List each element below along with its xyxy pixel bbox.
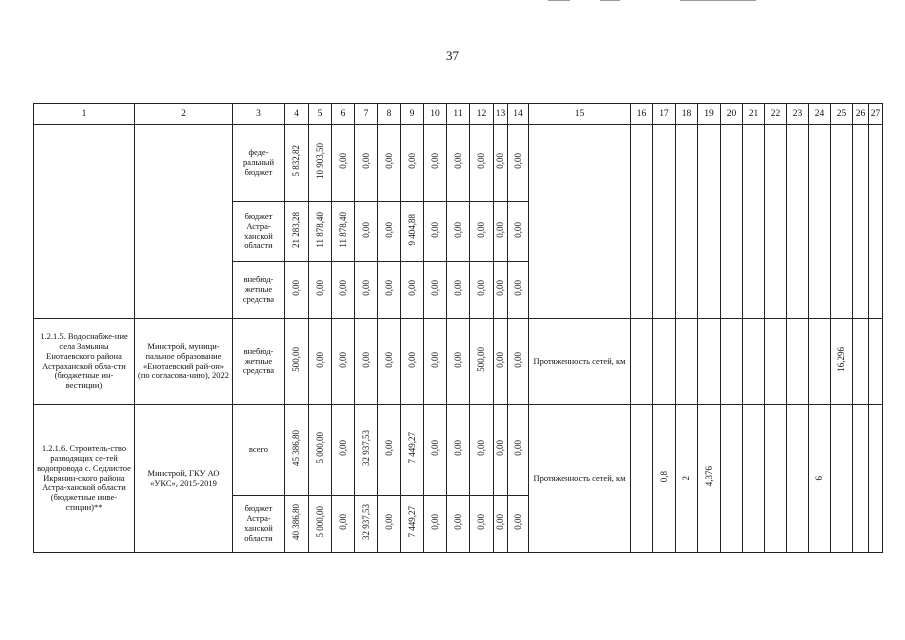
funding-source-cell: [233, 262, 285, 319]
column-number: 2: [135, 104, 233, 125]
amount-value: 21 283,28: [291, 211, 302, 248]
column-number: 16: [631, 104, 653, 125]
executor-cell: [135, 405, 233, 553]
amount-cell: [447, 405, 470, 496]
funding-source-cell: [233, 125, 285, 202]
column-number: 6: [332, 104, 355, 125]
target-cell: [869, 405, 883, 553]
target-cell: [743, 405, 765, 553]
amount-cell: [309, 405, 332, 496]
amount-value: 0,00: [429, 221, 440, 238]
amount-value: 0,00: [406, 351, 417, 368]
amount-cell: [332, 125, 355, 202]
target-cell: [809, 405, 831, 553]
amount-cell: [378, 496, 401, 553]
amount-cell: [285, 405, 309, 496]
amount-cell: [378, 202, 401, 262]
amount-value: 0,00: [383, 351, 394, 368]
amount-cell: [447, 262, 470, 319]
item-description-cell: [34, 405, 135, 553]
amount-value: 0,00: [337, 153, 348, 169]
target-cell: [698, 125, 721, 319]
executor-cell: [135, 319, 233, 405]
target-cell: [631, 125, 653, 319]
target-cell: [765, 319, 787, 405]
amount-cell: [424, 405, 447, 496]
column-number: 7: [355, 104, 378, 125]
amount-cell: [401, 405, 424, 496]
amount-cell: [508, 125, 529, 202]
amount-value: 0,00: [429, 514, 440, 530]
amount-cell: [378, 319, 401, 405]
amount-cell: [355, 405, 378, 496]
column-number: 11: [447, 104, 470, 125]
target-value: 6: [814, 475, 825, 481]
amount-cell: [508, 202, 529, 262]
column-number: 26: [853, 104, 869, 125]
column-number: 14: [508, 104, 529, 125]
item-description-cell: [34, 319, 135, 405]
amount-value: 0,00: [512, 280, 523, 296]
target-cell: [721, 319, 743, 405]
indicator-cell: [529, 319, 631, 405]
funding-source: бюджет Астра-ханской области: [244, 210, 273, 251]
column-number: 15: [529, 104, 631, 125]
amount-value: 45 386,80: [291, 430, 302, 467]
amount-cell: [332, 202, 355, 262]
amount-value: 40 386,80: [291, 504, 302, 541]
amount-cell: [470, 262, 494, 319]
scan-mark: [600, 0, 620, 1]
amount-value: 0,00: [476, 221, 487, 238]
scan-mark: [548, 0, 570, 1]
scan-mark: [680, 0, 756, 1]
funding-source: феде-ральный бюджет: [242, 147, 275, 177]
funding-source: всего: [248, 444, 269, 455]
amount-value: 0,00: [383, 440, 394, 456]
table-row: [34, 125, 883, 202]
column-number: 24: [809, 104, 831, 125]
funding-source-cell: [233, 319, 285, 405]
column-number: 13: [494, 104, 508, 125]
amount-value: 5 000,00: [314, 432, 325, 464]
amount-value: 0,00: [476, 440, 487, 456]
amount-value: 0,00: [383, 280, 394, 296]
target-value: 0,8: [658, 470, 669, 483]
column-number: 18: [676, 104, 698, 125]
amount-value: 10 903,50: [314, 143, 325, 180]
target-cell: [698, 405, 721, 553]
budget-table: [33, 103, 883, 553]
amount-cell: [332, 262, 355, 319]
amount-value: 0,00: [452, 280, 463, 296]
amount-value: 32 937,53: [360, 504, 371, 541]
target-cell: [809, 319, 831, 405]
executor-text: Минстрой, муници-пальное образование «Енотаевский рай-он» (по согласова-нию), 2022: [138, 340, 229, 381]
amount-value: 0,00: [337, 514, 348, 530]
column-number: 1: [34, 104, 135, 125]
amount-cell: [378, 125, 401, 202]
amount-cell: [401, 125, 424, 202]
amount-cell: [401, 262, 424, 319]
amount-value: 0,00: [429, 351, 440, 368]
funding-source: внебюд-жетные средства: [242, 345, 275, 376]
amount-value: 9 404,88: [406, 213, 417, 246]
amount-value: 0,00: [512, 514, 523, 530]
amount-cell: [447, 125, 470, 202]
amount-value: 0,00: [452, 514, 463, 530]
amount-value: 0,00: [452, 351, 463, 368]
page-number: 37: [446, 48, 459, 63]
amount-cell: [470, 496, 494, 553]
target-cell: [676, 125, 698, 319]
indicator-cell: [529, 125, 631, 319]
target-cell: [831, 319, 853, 405]
amount-value: 0,00: [495, 153, 506, 169]
amount-value: 0,00: [360, 153, 371, 169]
amount-cell: [424, 202, 447, 262]
header-row: [34, 104, 883, 125]
item-description-cell: [34, 125, 135, 319]
target-cell: [853, 319, 869, 405]
amount-cell: [285, 202, 309, 262]
amount-value: 0,00: [337, 280, 348, 296]
amount-value: 0,00: [512, 153, 523, 169]
target-cell: [787, 405, 809, 553]
target-cell: [869, 125, 883, 319]
target-cell: [743, 319, 765, 405]
amount-value: 0,00: [314, 351, 325, 368]
target-cell: [831, 125, 853, 319]
indicator-text: Протяженность сетей, км: [533, 472, 626, 483]
amount-cell: [470, 405, 494, 496]
target-cell: [653, 405, 676, 553]
amount-cell: [309, 202, 332, 262]
amount-value: 0,00: [476, 153, 487, 169]
funding-source-cell: [233, 405, 285, 496]
amount-value: 0,00: [429, 153, 440, 169]
column-number: 20: [721, 104, 743, 125]
amount-cell: [332, 405, 355, 496]
funding-source: бюджет Астра-ханской области: [244, 503, 273, 543]
amount-cell: [355, 262, 378, 319]
amount-cell: [401, 496, 424, 553]
target-cell: [698, 319, 721, 405]
amount-value: 32 937,53: [360, 430, 371, 467]
target-cell: [809, 125, 831, 319]
amount-value: 0,00: [360, 221, 371, 238]
amount-cell: [424, 262, 447, 319]
amount-cell: [508, 262, 529, 319]
amount-value: 0,00: [495, 221, 506, 238]
column-number: 17: [653, 104, 676, 125]
amount-cell: [470, 319, 494, 405]
amount-value: 0,00: [476, 280, 487, 296]
funding-source-cell: [233, 496, 285, 553]
amount-value: 0,00: [495, 440, 506, 456]
amount-cell: [378, 405, 401, 496]
amount-value: 0,00: [476, 514, 487, 530]
amount-cell: [494, 405, 508, 496]
amount-value: 11 878,40: [314, 211, 325, 248]
amount-cell: [401, 319, 424, 405]
amount-cell: [508, 496, 529, 553]
amount-cell: [447, 496, 470, 553]
amount-value: 0,00: [452, 153, 463, 169]
amount-cell: [285, 496, 309, 553]
amount-cell: [285, 319, 309, 405]
amount-cell: [494, 319, 508, 405]
column-number: 12: [470, 104, 494, 125]
amount-cell: [309, 262, 332, 319]
amount-value: 0,00: [360, 280, 371, 296]
amount-value: 0,00: [337, 351, 348, 368]
amount-cell: [378, 262, 401, 319]
amount-cell: [447, 319, 470, 405]
amount-cell: [309, 125, 332, 202]
amount-cell: [285, 125, 309, 202]
column-number: 21: [743, 104, 765, 125]
column-number: 5: [309, 104, 332, 125]
amount-value: 500,00: [291, 347, 302, 372]
amount-cell: [424, 319, 447, 405]
amount-cell: [470, 202, 494, 262]
amount-cell: [494, 202, 508, 262]
amount-value: 0,00: [452, 221, 463, 238]
amount-value: 0,00: [383, 221, 394, 238]
target-value: 16,296: [836, 347, 847, 372]
funding-source-cell: [233, 202, 285, 262]
amount-value: 11 878,40: [337, 211, 348, 248]
table-row: [34, 319, 883, 405]
indicator-cell: [529, 405, 631, 553]
column-number: 19: [698, 104, 721, 125]
column-number: 23: [787, 104, 809, 125]
target-cell: [869, 319, 883, 405]
amount-cell: [285, 262, 309, 319]
column-number: 27: [869, 104, 883, 125]
amount-cell: [424, 125, 447, 202]
target-cell: [765, 405, 787, 553]
amount-value: 5 000,00: [314, 506, 325, 538]
target-cell: [631, 405, 653, 553]
target-cell: [676, 319, 698, 405]
amount-value: 0,00: [495, 514, 506, 530]
target-cell: [653, 125, 676, 319]
item-description: 1.2.1.5. Водоснабже-ние села Замьяны Енотаевского района Астраханской обла-сти (бюджетные ин-вестиции): [40, 331, 128, 391]
amount-value: 7 449,27: [406, 432, 417, 464]
executor-cell: [135, 125, 233, 319]
column-number: 9: [401, 104, 424, 125]
amount-value: 0,00: [406, 280, 417, 296]
column-number: 10: [424, 104, 447, 125]
target-value: 4,376: [703, 466, 714, 487]
table-row: [34, 405, 883, 496]
amount-value: 0,00: [360, 351, 371, 368]
amount-cell: [401, 202, 424, 262]
amount-value: 0,00: [512, 351, 523, 368]
amount-cell: [470, 125, 494, 202]
amount-value: 0,00: [512, 440, 523, 456]
amount-value: 500,00: [476, 347, 487, 372]
amount-value: 0,00: [383, 153, 394, 169]
amount-value: 0,00: [429, 440, 440, 456]
column-number: 4: [285, 104, 309, 125]
amount-cell: [355, 319, 378, 405]
target-cell: [765, 125, 787, 319]
target-cell: [853, 405, 869, 553]
amount-value: 0,00: [429, 280, 440, 296]
column-number: 3: [233, 104, 285, 125]
amount-cell: [424, 496, 447, 553]
target-cell: [676, 405, 698, 553]
amount-cell: [447, 202, 470, 262]
amount-value: 0,00: [495, 280, 506, 296]
amount-value: 0,00: [406, 153, 417, 169]
amount-value: 5 832,82: [291, 145, 302, 177]
amount-cell: [508, 319, 529, 405]
amount-cell: [355, 496, 378, 553]
target-cell: [853, 125, 869, 319]
amount-value: 0,00: [383, 514, 394, 530]
amount-value: 7 449,27: [406, 506, 417, 538]
target-cell: [787, 319, 809, 405]
item-description: 1.2.1.6. Строитель-ство разводящих се-тей водопровода с. Седлистое Икрянин-ского района Астра-ханской области (бюджетные инве-стиции)**: [37, 443, 131, 512]
target-cell: [831, 405, 853, 553]
target-cell: [653, 319, 676, 405]
amount-value: 0,00: [495, 351, 506, 368]
target-value: 2: [681, 475, 692, 481]
amount-cell: [355, 125, 378, 202]
indicator-text: Протяженность сетей, км: [533, 355, 626, 366]
amount-cell: [494, 496, 508, 553]
amount-cell: [309, 319, 332, 405]
target-cell: [631, 319, 653, 405]
amount-cell: [494, 262, 508, 319]
amount-cell: [309, 496, 332, 553]
funding-source: внебюд-жетные средства: [242, 274, 275, 304]
target-cell: [721, 405, 743, 553]
target-cell: [787, 125, 809, 319]
amount-value: 0,00: [512, 221, 523, 238]
amount-cell: [332, 496, 355, 553]
column-number: 25: [831, 104, 853, 125]
amount-cell: [494, 125, 508, 202]
column-number: 22: [765, 104, 787, 125]
amount-value: 0,00: [452, 440, 463, 456]
executor-text: Минстрой, ГКУ АО «УКС», 2015-2019: [147, 467, 220, 488]
column-number: 8: [378, 104, 401, 125]
amount-value: 0,00: [337, 440, 348, 456]
target-cell: [743, 125, 765, 319]
amount-value: 0,00: [291, 280, 302, 296]
amount-cell: [332, 319, 355, 405]
amount-cell: [355, 202, 378, 262]
target-cell: [721, 125, 743, 319]
amount-value: 0,00: [314, 280, 325, 296]
amount-cell: [508, 405, 529, 496]
